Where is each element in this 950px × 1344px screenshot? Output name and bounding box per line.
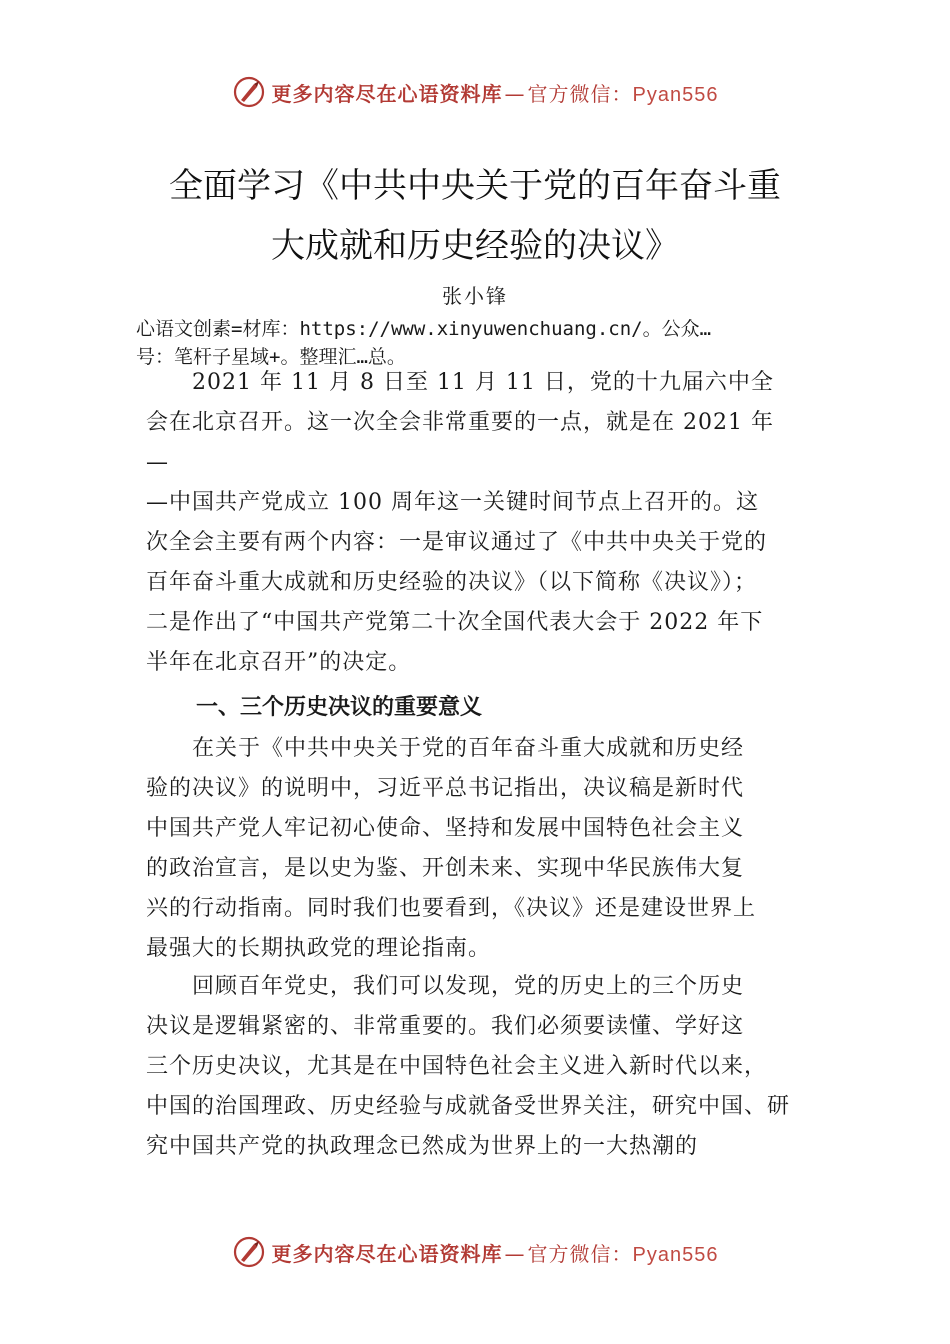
paragraph-line: 中国共产党人牢记初心使命、坚持和发展中国特色社会主义 xyxy=(146,816,745,841)
banner-dash: — xyxy=(504,1241,526,1266)
paragraph-line: 最强大的长期执政党的理论指南。 xyxy=(146,936,492,961)
paragraph-line: 百年奋斗重大成就和历史经验的决议》（以下简称《决议》）； xyxy=(146,570,758,595)
footer-watermark-banner xyxy=(0,1232,950,1272)
source-note-line-1: 心语文创素=材库：https://www.xinyuwenchuang.cn/。公众… xyxy=(136,318,712,340)
pen-nib-logo-icon xyxy=(232,75,266,109)
paragraph-line: 二是作出了“中国共产党第二十次全国代表大会于 2022 年下 xyxy=(146,610,764,635)
document-title-line-1: 全面学习《中共中央关于党的百年奋斗重 xyxy=(169,166,781,206)
paragraph-line: —中国共产党成立 100 周年这一关键时间节点上召开的。这 xyxy=(146,490,759,515)
source-note-line-2: 号：笔杆子星域+。整理汇…总。 xyxy=(136,346,406,368)
paragraph-line: 在关于《中共中央关于党的百年奋斗重大成就和历史经 xyxy=(146,736,745,761)
document-title-line-2: 大成就和历史经验的决议》 xyxy=(271,226,679,266)
banner-text xyxy=(272,1238,719,1267)
paragraph-line: 中国的治国理政、历史经验与成就备受世界关注，研究中国、研 xyxy=(146,1094,791,1119)
banner-account: Pyan556 xyxy=(632,83,719,106)
banner-account: Pyan556 xyxy=(632,1243,719,1266)
paragraph-line: 究中国共产党的执政理念已然成为世界上的一大热潮的 xyxy=(146,1134,699,1159)
paragraph-line: 的政治宣言，是以史为鉴、开创未来、实现中华民族伟大复 xyxy=(146,856,745,881)
banner-wechat-label: 官方微信： xyxy=(527,81,633,106)
banner-main-text: 更多内容尽在心语资料库 xyxy=(271,1241,503,1266)
paragraph-line: 决议是逻辑紧密的、非常重要的。我们必须要读懂、学好这 xyxy=(146,1014,745,1039)
paragraph-line: 兴的行动指南。同时我们也要看到，《决议》还是建设世界上 xyxy=(146,896,757,921)
header-watermark-banner xyxy=(0,72,950,112)
paragraph-line: 会在北京召开。这一次全会非常重要的一点，就是在 2021 年 xyxy=(146,410,774,435)
section-heading: 一、三个历史决议的重要意义 xyxy=(196,695,483,720)
banner-wechat-label: 官方微信： xyxy=(527,1241,633,1266)
pen-nib-logo-icon xyxy=(232,1235,266,1269)
paragraph-line: 2021 年 11 月 8 日至 11 月 11 日，党的十九届六中全 xyxy=(146,370,774,395)
banner-text xyxy=(272,78,719,107)
paragraph-line: 半年在北京召开”的决定。 xyxy=(146,650,412,675)
paragraph-line: 验的决议》的说明中，习近平总书记指出，决议稿是新时代 xyxy=(146,776,745,801)
paragraph-line: 三个历史决议，尤其是在中国特色社会主义进入新时代以来， xyxy=(146,1054,768,1079)
paragraph-line: 次全会主要有两个内容：一是审议通过了《中共中央关于党的 xyxy=(146,530,768,555)
paragraph-line: — xyxy=(146,450,169,475)
banner-main-text: 更多内容尽在心语资料库 xyxy=(271,81,503,106)
author-name: 张小锋 xyxy=(442,284,508,308)
paragraph-line: 回顾百年党史，我们可以发现，党的历史上的三个历史 xyxy=(146,974,745,999)
banner-dash: — xyxy=(504,81,526,106)
